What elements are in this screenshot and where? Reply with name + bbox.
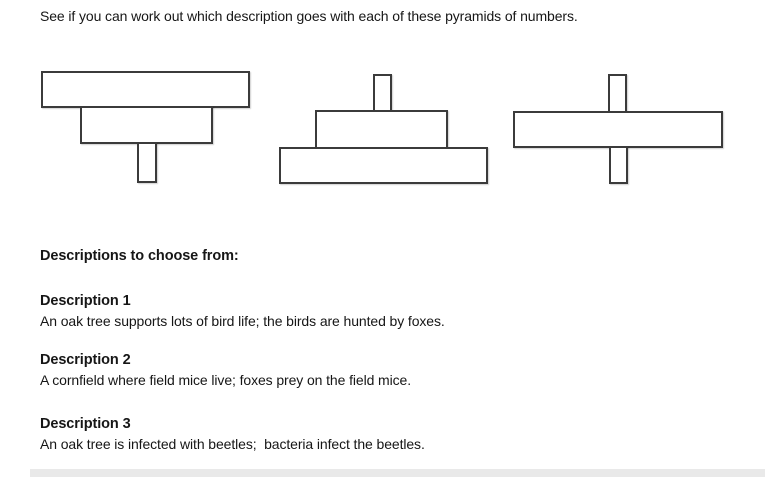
description-1-title: Description 1: [40, 293, 131, 309]
pyramid-2-bar-middle: [315, 110, 448, 149]
pyramid-2-bar-top: [373, 74, 392, 112]
pyramid-3-bar-middle: [513, 111, 723, 148]
description-block-1: [40, 292, 740, 331]
pyramids-row: [0, 0, 765, 230]
description-block-2: [40, 351, 740, 390]
pyramid-1-bar-bottom: [137, 142, 157, 183]
description-3-title: Description 3: [40, 416, 131, 432]
cut-off-page-element: [30, 469, 765, 477]
pyramid-3-bar-bottom: [609, 146, 628, 184]
pyramid-1-bar-middle: [80, 106, 213, 144]
description-2-text: A cornfield where field mice live; foxes prey on the field mice.: [40, 372, 411, 388]
pyramid-1-bar-top: [41, 71, 250, 108]
pyramid-2-bar-bottom: [279, 147, 488, 184]
description-block-3: [40, 415, 740, 454]
descriptions-section: [40, 247, 740, 474]
description-2-title: Description 2: [40, 352, 131, 368]
description-3-text: An oak tree is infected with beetles; bacteria infect the beetles.: [40, 436, 425, 452]
pyramid-3-bar-top: [608, 74, 627, 113]
description-1-text: An oak tree supports lots of bird life; the birds are hunted by foxes.: [40, 313, 445, 329]
descriptions-heading: Descriptions to choose from:: [40, 248, 239, 264]
intro-text: See if you can work out which description goes with each of these pyramids of numbers.: [40, 8, 578, 24]
